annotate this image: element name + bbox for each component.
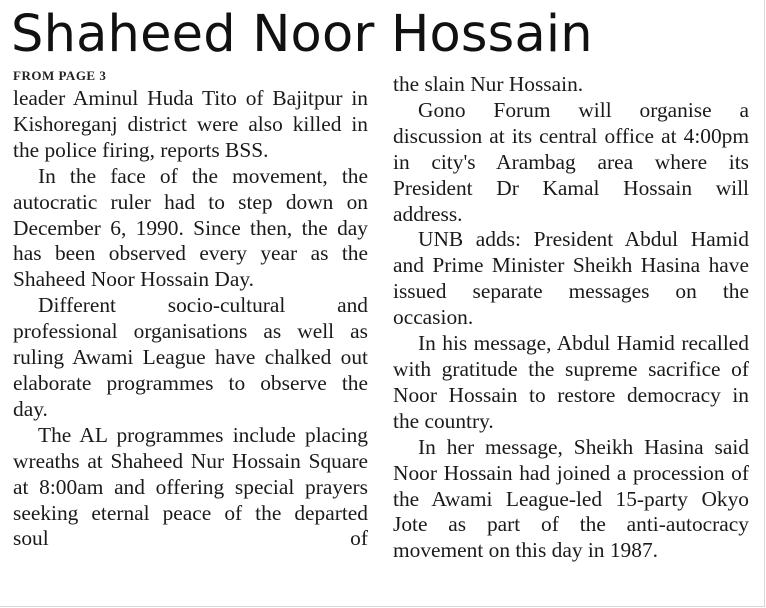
paragraph: leader Aminul Huda Tito of Bajitpur in Kishoreganj district were also killed in the police firing, reports BSS. xyxy=(13,86,368,162)
paragraph: In the face of the movement, the autocratic ruler had to step down on December 6, 1990. Since then, the day has been observed every year as the Shaheed Noor Hossain Day. xyxy=(13,163,368,292)
paragraph: the slain Nur Hossain. xyxy=(393,72,584,96)
paragraph: In her message, Sheikh Hasina said Noor Hossain had joined a procession of the Awami League-led 15-party Okyo Jote as part of the anti-autocracy movement on this day in 1987. xyxy=(393,434,749,563)
left-column xyxy=(13,66,368,552)
paragraph: Gono Forum will organise a discussion at its central office at 4:00pm in city's Arambag area where its President Dr Kamal Hossain will address. xyxy=(393,97,749,226)
paragraph: UNB adds: President Abdul Hamid and Prime Minister Sheikh Hasina have issued separate messages on the occasion. xyxy=(393,227,749,330)
paragraph: The AL programmes include placing wreaths at Shaheed Nur Hossain Square at 8:00am and offering special prayers seeking eternal peace of the departed soul of xyxy=(13,422,368,551)
kicker: FROM PAGE 3 xyxy=(13,68,107,83)
paragraph: In his message, Abdul Hamid recalled with gratitude the supreme sacrifice of Noor Hossain to restore democracy in the country. xyxy=(393,331,749,433)
paragraph: Different socio-cultural and professional organisations as well as ruling Awami League have chalked out elaborate programmes to observe the day. xyxy=(13,293,368,421)
right-column xyxy=(393,72,749,564)
headline: Shaheed Noor Hossain xyxy=(11,5,593,64)
column-gutter xyxy=(382,74,383,594)
